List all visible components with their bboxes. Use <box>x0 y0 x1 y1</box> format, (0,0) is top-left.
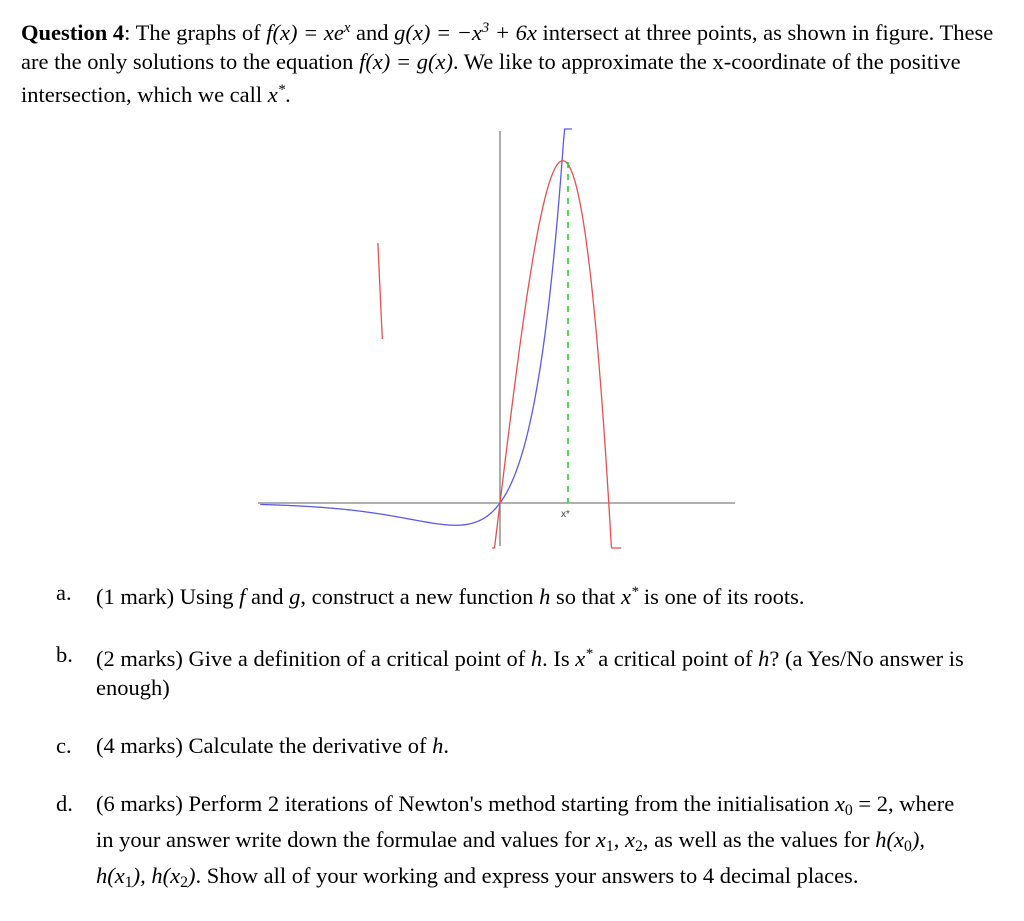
part-text: (4 marks) Calculate the derivative of h. <box>96 733 449 759</box>
part-letter: c. <box>56 733 72 759</box>
question-intro: Question 4: The graphs of $f(x) = xe^x$ and $g(x) = -x^3 + 6x$ intersect at three points, as shown in figure. These are the only solutions to the equation f(x) = g(x). We like to approximate the x-coordinate of the positive intersection, which we call x*. <box>21 20 994 108</box>
graph-svg <box>255 128 740 550</box>
part-c <box>56 731 976 760</box>
f-definition: $f(x) = xe^x$ <box>266 20 351 46</box>
part-text: (2 marks) Give a definition of a critical point of h. Is x* a critical point of h? (a Yes/No answer is enough) <box>96 646 964 701</box>
part-text: (6 marks) Perform 2 iterations of Newton's method starting from the initialisation $x_0 = 2$, where in your answer write down the formulae and values for $x_1$, $x_2$, as well as the values for $h(x_0)$, $h(x_1)$, $h(x_2)$. Show all of your working and express your answers to 4 decimal places. <box>96 791 955 891</box>
g-definition: $g(x) = -x^3 + 6x$ <box>394 20 537 46</box>
part-b <box>56 640 976 702</box>
f-curve <box>260 129 572 525</box>
part-d <box>56 789 976 897</box>
part-a <box>56 578 976 611</box>
question-label: Question 4 <box>21 20 125 46</box>
x-star: x* <box>267 82 286 108</box>
x-star-marker-label: x* <box>561 509 570 520</box>
equation: f(x) = g(x) <box>359 49 453 75</box>
intersection-figure <box>255 128 740 550</box>
part-letter: b. <box>56 642 73 668</box>
question-parts <box>56 578 976 897</box>
part-letter: a. <box>56 580 72 605</box>
part-text: (1 mark) Using f and g, construct a new function h so that x* is one of its roots. <box>96 584 805 610</box>
part-letter: d. <box>56 791 73 817</box>
